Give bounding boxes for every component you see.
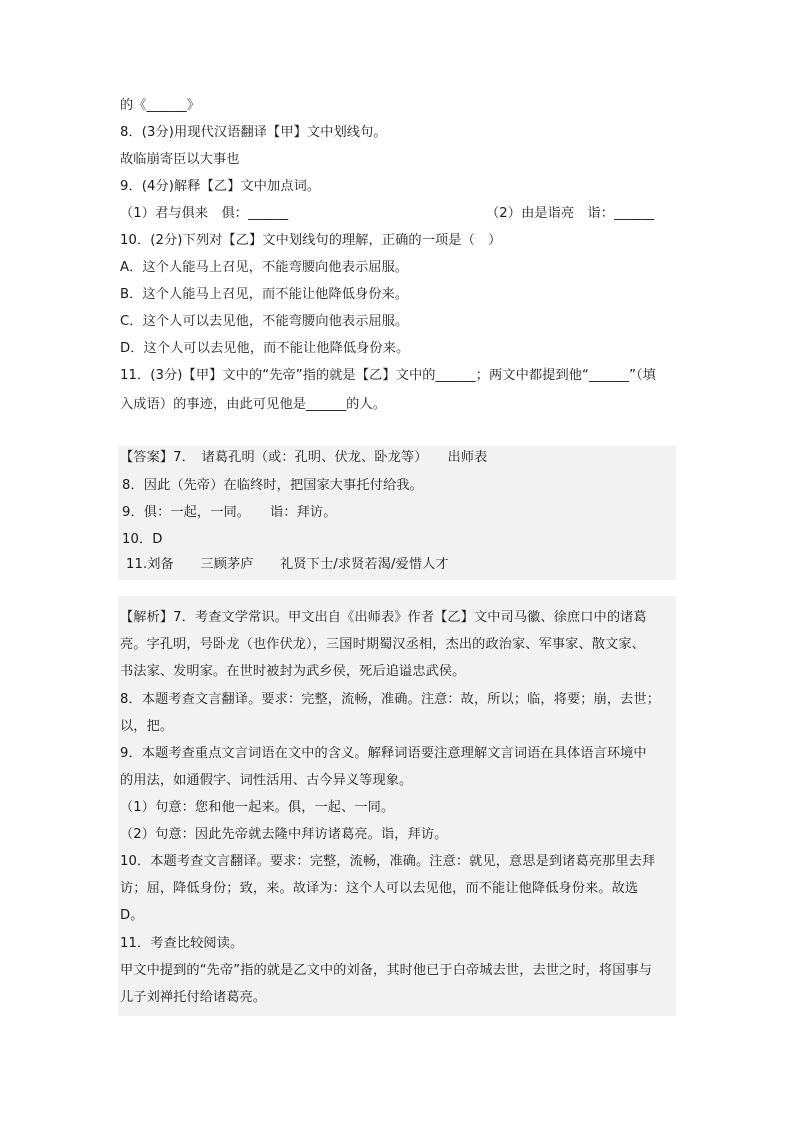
- analysis-line: 亮。字孔明，号卧龙（也作伏龙），三国时期蜀汉丞相，杰出的政治家、军事家、散文家、: [120, 637, 645, 652]
- analysis-line: 11．考查比较阅读。: [120, 936, 244, 951]
- answer-10: 10．D: [122, 532, 163, 547]
- q9-item-2: （2）由是诣亮 诣：______: [486, 206, 655, 221]
- analysis-line: 10．本题考查文言翻译。要求：完整，流畅，准确。注意：就见，意思是到诸葛亮那里去拜: [120, 854, 656, 869]
- analysis-line: 8．本题考查文言翻译。要求：完整，流畅，准确。注意：故，所以；临，将要；崩，去世；: [120, 692, 660, 707]
- analysis-line: 书法家、发明家。在世时被封为武乡侯，死后追谥忠武侯。: [120, 664, 466, 679]
- analysis-line: D。: [120, 908, 144, 923]
- analysis-line: 以，把。: [120, 719, 174, 734]
- q10-stem: 10．(2分)下列对【乙】文中划线句的理解，正确的一项是（ ）: [120, 233, 502, 248]
- analysis-line: （2）句意：因此先帝就去隆中拜访诸葛亮。诣，拜访。: [120, 827, 448, 842]
- q11-line-2: 入成语）的事迹，由此可见他是______的人。: [120, 397, 387, 412]
- answer-8: 8．因此（先帝）在临终时，把国家大事托付给我。: [122, 478, 423, 493]
- q10-option-d: D．这个人可以去见他，而不能让他降低身份来。: [120, 341, 410, 356]
- analysis-line: 的用法，如通假字、词性活用、古今异义等现象。: [120, 773, 413, 788]
- answer-9: 9．俱：一起，一同。 诣：拜访。: [122, 505, 337, 520]
- q9-item-1: （1）君与俱来 俱：______: [120, 206, 289, 221]
- q9-stem: 9．(4分)解释【乙】文中加点词。: [120, 179, 321, 194]
- analysis-line: 9．本题考查重点文言词语在文中的含义。解释词语要注意理解文言词语在具体语言环境中: [120, 746, 647, 761]
- q7-tail: 的《______》: [120, 98, 201, 113]
- q8-sentence: 故临崩寄臣以大事也: [120, 152, 240, 167]
- q8-stem: 8．(3分)用现代汉语翻译【甲】文中划线句。: [120, 125, 387, 140]
- answer-7: 【答案】7． 诸葛孔明（或：孔明、伏龙、卧龙等） 出师表: [120, 450, 488, 465]
- analysis-line: 儿子刘禅托付给诸葛亮。: [120, 990, 267, 1005]
- analysis-line: 访；屈，降低身份；致，来。故译为：这个人可以去见他，而不能让他降低身份来。故选: [120, 881, 639, 896]
- q10-option-b: B．这个人能马上召见，而不能让他降低身份来。: [120, 287, 409, 302]
- q10-option-a: A．这个人能马上召见，不能弯腰向他表示屈服。: [120, 260, 409, 275]
- analysis-line: 甲文中提到的“先帝”指的就是乙文中的刘备，其时他已于白帝城去世，去世之时，将国事与: [120, 963, 653, 978]
- q9-items: [120, 205, 680, 223]
- analysis-line: （1）句意：您和他一起来。俱，一起、一同。: [120, 800, 395, 815]
- q11-line-1: 11．(3分)【甲】文中的“先帝”指的就是【乙】文中的______；两文中都提到他“______”（填: [120, 368, 657, 383]
- q10-option-c: C．这个人可以去见他，不能弯腰向他表示屈服。: [120, 314, 409, 329]
- answer-11: 11.刘备 三顾茅庐 礼贤下士/求贤若渴/爱惜人才: [126, 557, 449, 572]
- analysis-line: 【解析】7．考查文学常识。甲文出自《出师表》作者【乙】文中司马徽、徐庶口中的诸葛: [120, 610, 647, 625]
